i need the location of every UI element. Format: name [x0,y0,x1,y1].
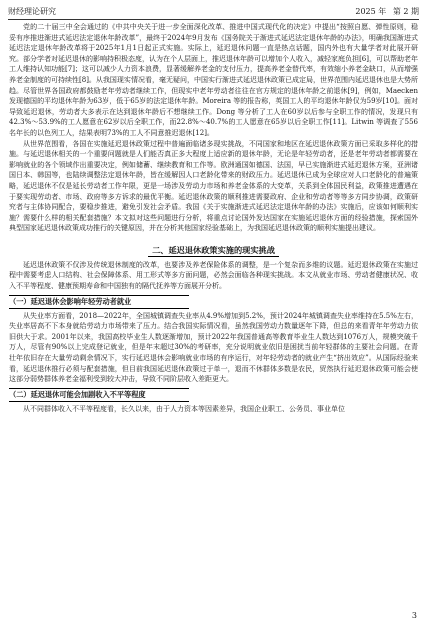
paragraph: 从失业率方面看，2018—2022年，全国城镇调查失业率从4.9%增加到5.2%，预计2024年城镇调查失业率维持在5.5%左右，失业率居高不下本身就给劳动力市场带来了压力。结合我国实际情况看，虽然我国劳动力数量逐年下降，但总的来看青年年劳动力依旧供大于求。2001年以来，我国高校毕业生人数逐渐增加，预计2022年我国普通高等教育毕业生人数达到1076万人，规模突破千万人，尽管有90%以上完成登记就业，但是年末超过30%的考研率，充分说明就业依旧是困扰当前年轻群体的主要社会问题。在青壮年依旧存在大量劳动剩余情况下，实行延迟退休会影响就业市场的有序运行，对年轻劳动者的就业产生“挤出效应”。从国际经验来看，延迟退休推行必须与配套措施，但目前我国延迟退休政策过于单一，退而不休群体多数是农民，贸然执行延迟退休政策可能会使这部分弱势群体养老金福利受到较大冲击，导致不同阶层收入差距更大。 [9,311,418,384]
subsection-heading: （一）延迟退休会影响年轻劳动者就业 [9,295,189,309]
issue-number: 第 2 期 [392,6,419,16]
issue-year: 2025 年 [355,6,387,16]
paragraph: 从不同群体收入不平等程度看，长久以来，由于人力资本等因素差异，我国企业职工、公务员、事业单位 [23,404,345,413]
page-number: 3 [411,611,417,620]
journal-name: 财经理论研究 [8,6,56,16]
paragraph: 从世界范围看，各国在实施延迟退休政策过程中普遍面临诸多现实挑战，不同国家和地区在延迟退休政策方面已采取多样化的措施。与延迟退休相关的一个重要问题就是人们能否真正多大程度上适应新的退休年龄，无论是年轻劳动者，还是老年劳动者都需要在影响就业的各个领域作出重要决定，例如储蓄、继续教育和工作等。欧洲通国如德国、法国，早已实施渐进式延迟退休方案，亚洲诸国日本、韩国等，也陆续调整法定退休年龄，皆在缓解因人口老龄化带来的财政压力。延迟退休已成为全球应对人口老龄化的普遍策略，延迟退休不仅是延长劳动者工作年限，更是一场涉及劳动力市场和养老金体系的大变革，关系到全体国民利益，政策推进遭遇在于要实现劳动者、市场、政府等多方诉求的最优平衡。延迟退休政策的顺利推进需要政府、企业和劳动者等等多方同步协调，政策研究者与主体协同配合，要稳步推进，避免引发社会矛盾。我国《关于实施渐进式延迟法定退休年龄的办法》实施后，应该如何顺利实施？需要什么样的相关配套措施？本文拟对这些问题进行分析，将重点讨论国外发达国家在实施延迟退休方面的经验措施，探索国外典型国家延迟退休政策成功推行的关键原因，并在分析其他国家经验基础上，为我国延迟退休政策的顺利实施提出建议。 [9,139,418,233]
article-body [9,22,418,609]
paragraph: 党的二十届三中全会通过的《中共中央关于进一步全面深化改革、推进中国式现代化的决定》中提出“按照自愿、弹性原则，稳妥有序推进渐进式延迟法定退休年龄改革”，最终于2024年9月发布《国务院关于渐进式延迟法定退休年龄的办法》，明确我国渐进式延迟法定退休年龄改革将于2025年1月1日起正式实施。实际上，延迟退休问题一直是热点话题，国内外也有大量学者对此展开研究。部分学者对延迟退休的影响持积极态度，认为在个人层面上，推迟退休年龄可以增加个人收入，减轻家庭负担[6]，可以帮助老年工人维持认知功能[7]；这可以减少人力资本浪费，显著缓解养老金的支付压力，提高养老金替代率，有效缩小养老金缺口，从而增强养老金制度的可持续性[8]。从我国现实情况看，毫无疑问，中国实行渐进式延迟退休政策已成定局，世界范围内延迟退休也是大势所趋。尽管世界各国政府都鼓励老年劳动者继续工作，但现实中老年劳动者往往在官方规定的退休年龄之前退休[9]，例如，Maecken 发现德国的平均退休年龄为63岁，低于65岁的法定退休年龄。Moreira 等的报告称，英国工人的平均退休年龄仅为59岁[10]。面对导致延迟退休，劳动者大多表示在达到退休年龄后不想继续工作。Dong 等分析了工人在60岁以后参与全职工作的情况，发现只有42.3%～53.9%的工人愿意在62岁以后全职工作，而22.8%～40.7%的工人愿意在65岁以后全职工作[11]。Litwin 等调查了556名年长的以色列工人，结果表明73%的工人不同意推迟退休[12]。 [9,23,418,137]
section-heading-text: 二、延迟退休政策实施的现实挑战 [148,245,279,257]
subsection-heading: （二）延迟退休可能会加剧收入不平等程度 [9,388,189,402]
paragraph: 延迟退休政策不仅涉及传统退休制度的改革，也要涉及养老保险体系的调整，是一个复杂而多维的议题。延迟退休政策在实施过程中需要考虑人口结构、社会保障体系、用工形式等多方面问题，必然会面临各种现实挑战。本文从就业市场、劳动者健康状况、收入不平等程度、健康预期寿命和中国独有的隔代抚养等方面展开分析。 [9,260,418,291]
issue-info [351,6,419,17]
header-rule [8,19,419,20]
section-heading [9,238,418,257]
running-header [8,4,419,18]
